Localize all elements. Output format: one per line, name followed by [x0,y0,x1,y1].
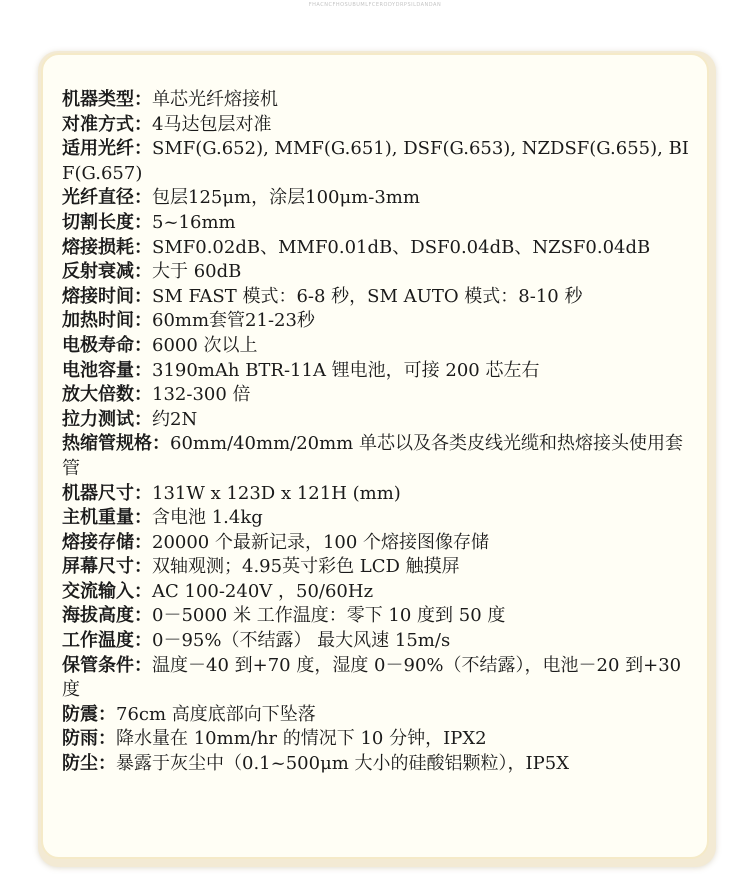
spec-label: 防雨： [62,728,116,750]
spec-rainproof [62,727,690,752]
spec-label: 交流输入： [62,580,152,602]
spec-label: 电极寿命： [62,334,152,356]
spec-label: 切割长度： [62,211,152,233]
spec-value: 20000 个最新记录，100 个熔接图像存储 [152,531,490,553]
spec-value: 0－5000 米 工作温度：零下 10 度到 50 度 [152,605,506,627]
spec-value: 60mm套管21-23秒 [152,310,315,332]
spec-value: 暴露于灰尘中（0.1~500μm 大小的硅酸铝颗粒），IP5X [116,753,570,775]
spec-label: 对准方式： [62,113,152,135]
spec-label: 熔接损耗： [62,236,152,258]
spec-heating-time [62,309,690,334]
spec-label: 光纤直径： [62,187,152,209]
spec-value: 76cm 高度底部向下坠落 [116,703,316,725]
top-caption: FHACNCFHOSUBUMLFCERODYDRPSILDANDAN [308,2,442,8]
spec-label: 适用光纤： [62,138,152,160]
spec-storage-conditions [62,654,690,703]
spec-value: 131W x 123D x 121H (mm) [152,482,401,504]
spec-dimensions [62,482,690,507]
spec-value: AC 100-240V ，50/60Hz [152,580,374,602]
spec-screen-size [62,555,690,580]
spec-label: 主机重量： [62,507,152,529]
spec-storage [62,531,690,556]
spec-value: 3190mAh BTR-11A 锂电池，可接 200 芯左右 [152,359,540,381]
spec-value: SMF0.02dB、MMF0.01dB、DSF0.04dB、NZSF0.04dB [152,236,651,258]
spec-shockproof [62,703,690,728]
spec-value: 约2N [152,408,198,430]
spec-value: 0－95%（不结露） 最大风速 15m/s [152,630,451,652]
spec-label: 熔接存储： [62,531,152,553]
spec-label: 保管条件： [62,654,152,676]
spec-fiber-diameter [62,186,690,211]
spec-value: 包层125μm，涂层100μm-3mm [152,187,420,209]
spec-alignment [62,113,690,138]
spec-label: 机器类型： [62,89,152,110]
spec-label: 电池容量： [62,359,152,381]
spec-label: 拉力测试： [62,408,152,430]
spec-dustproof [62,752,690,777]
spec-value: 132-300 倍 [152,384,251,406]
spec-label: 屏幕尺寸： [62,556,152,578]
spec-return-loss [62,260,690,285]
spec-value: 60mm/40mm/20mm 单芯以及各类皮线光缆和热熔接头使用套管 [62,433,683,479]
spec-value: SM FAST 模式：6-8 秒，SM AUTO 模式：8-10 秒 [152,285,583,307]
spec-label: 熔接时间： [62,285,152,307]
spec-value: 温度－40 到+70 度，湿度 0－90%（不结露），电池－20 到+30 度 [62,654,682,701]
spec-cleave-length [62,211,690,236]
spec-ac-input [62,580,690,605]
spec-label: 海拔高度： [62,605,152,627]
spec-label: 加热时间： [62,310,152,332]
spec-weight [62,506,690,531]
spec-sleeve-spec [62,432,690,481]
spec-magnification [62,383,690,408]
spec-value: SMF(G.652), MMF(G.651), DSF(G.653), NZDSF(G.655), BIF(G.657) [62,138,689,184]
spec-fiber-types [62,137,690,186]
spec-value: 降水量在 10mm/hr 的情况下 10 分钟，IPX2 [116,728,487,750]
spec-splice-time [62,285,690,310]
spec-value: 双轴观测；4.95英寸彩色 LCD 触摸屏 [152,556,460,578]
spec-machine-type [62,88,690,113]
spec-label: 反射衰减： [62,261,152,283]
spec-value: 4马达包层对准 [152,113,272,135]
spec-label: 防震： [62,703,116,725]
spec-value: 含电池 1.4kg [152,507,263,529]
spec-altitude [62,604,690,629]
spec-label: 放大倍数： [62,384,152,406]
spec-label: 机器尺寸： [62,482,152,504]
spec-value: 6000 次以上 [152,334,258,356]
spec-label: 防尘： [62,753,116,775]
spec-value: 大于 60dB [152,261,242,283]
spec-list [62,88,690,777]
spec-label: 热缩管规格： [62,433,170,455]
spec-operating-temp [62,629,690,654]
spec-battery [62,359,690,384]
spec-value: 单芯光纤熔接机 [152,89,278,110]
spec-tension-test [62,408,690,433]
spec-splice-loss [62,236,690,261]
spec-electrode-life [62,334,690,359]
spec-value: 5~16mm [152,211,236,233]
spec-label: 工作温度： [62,630,152,652]
